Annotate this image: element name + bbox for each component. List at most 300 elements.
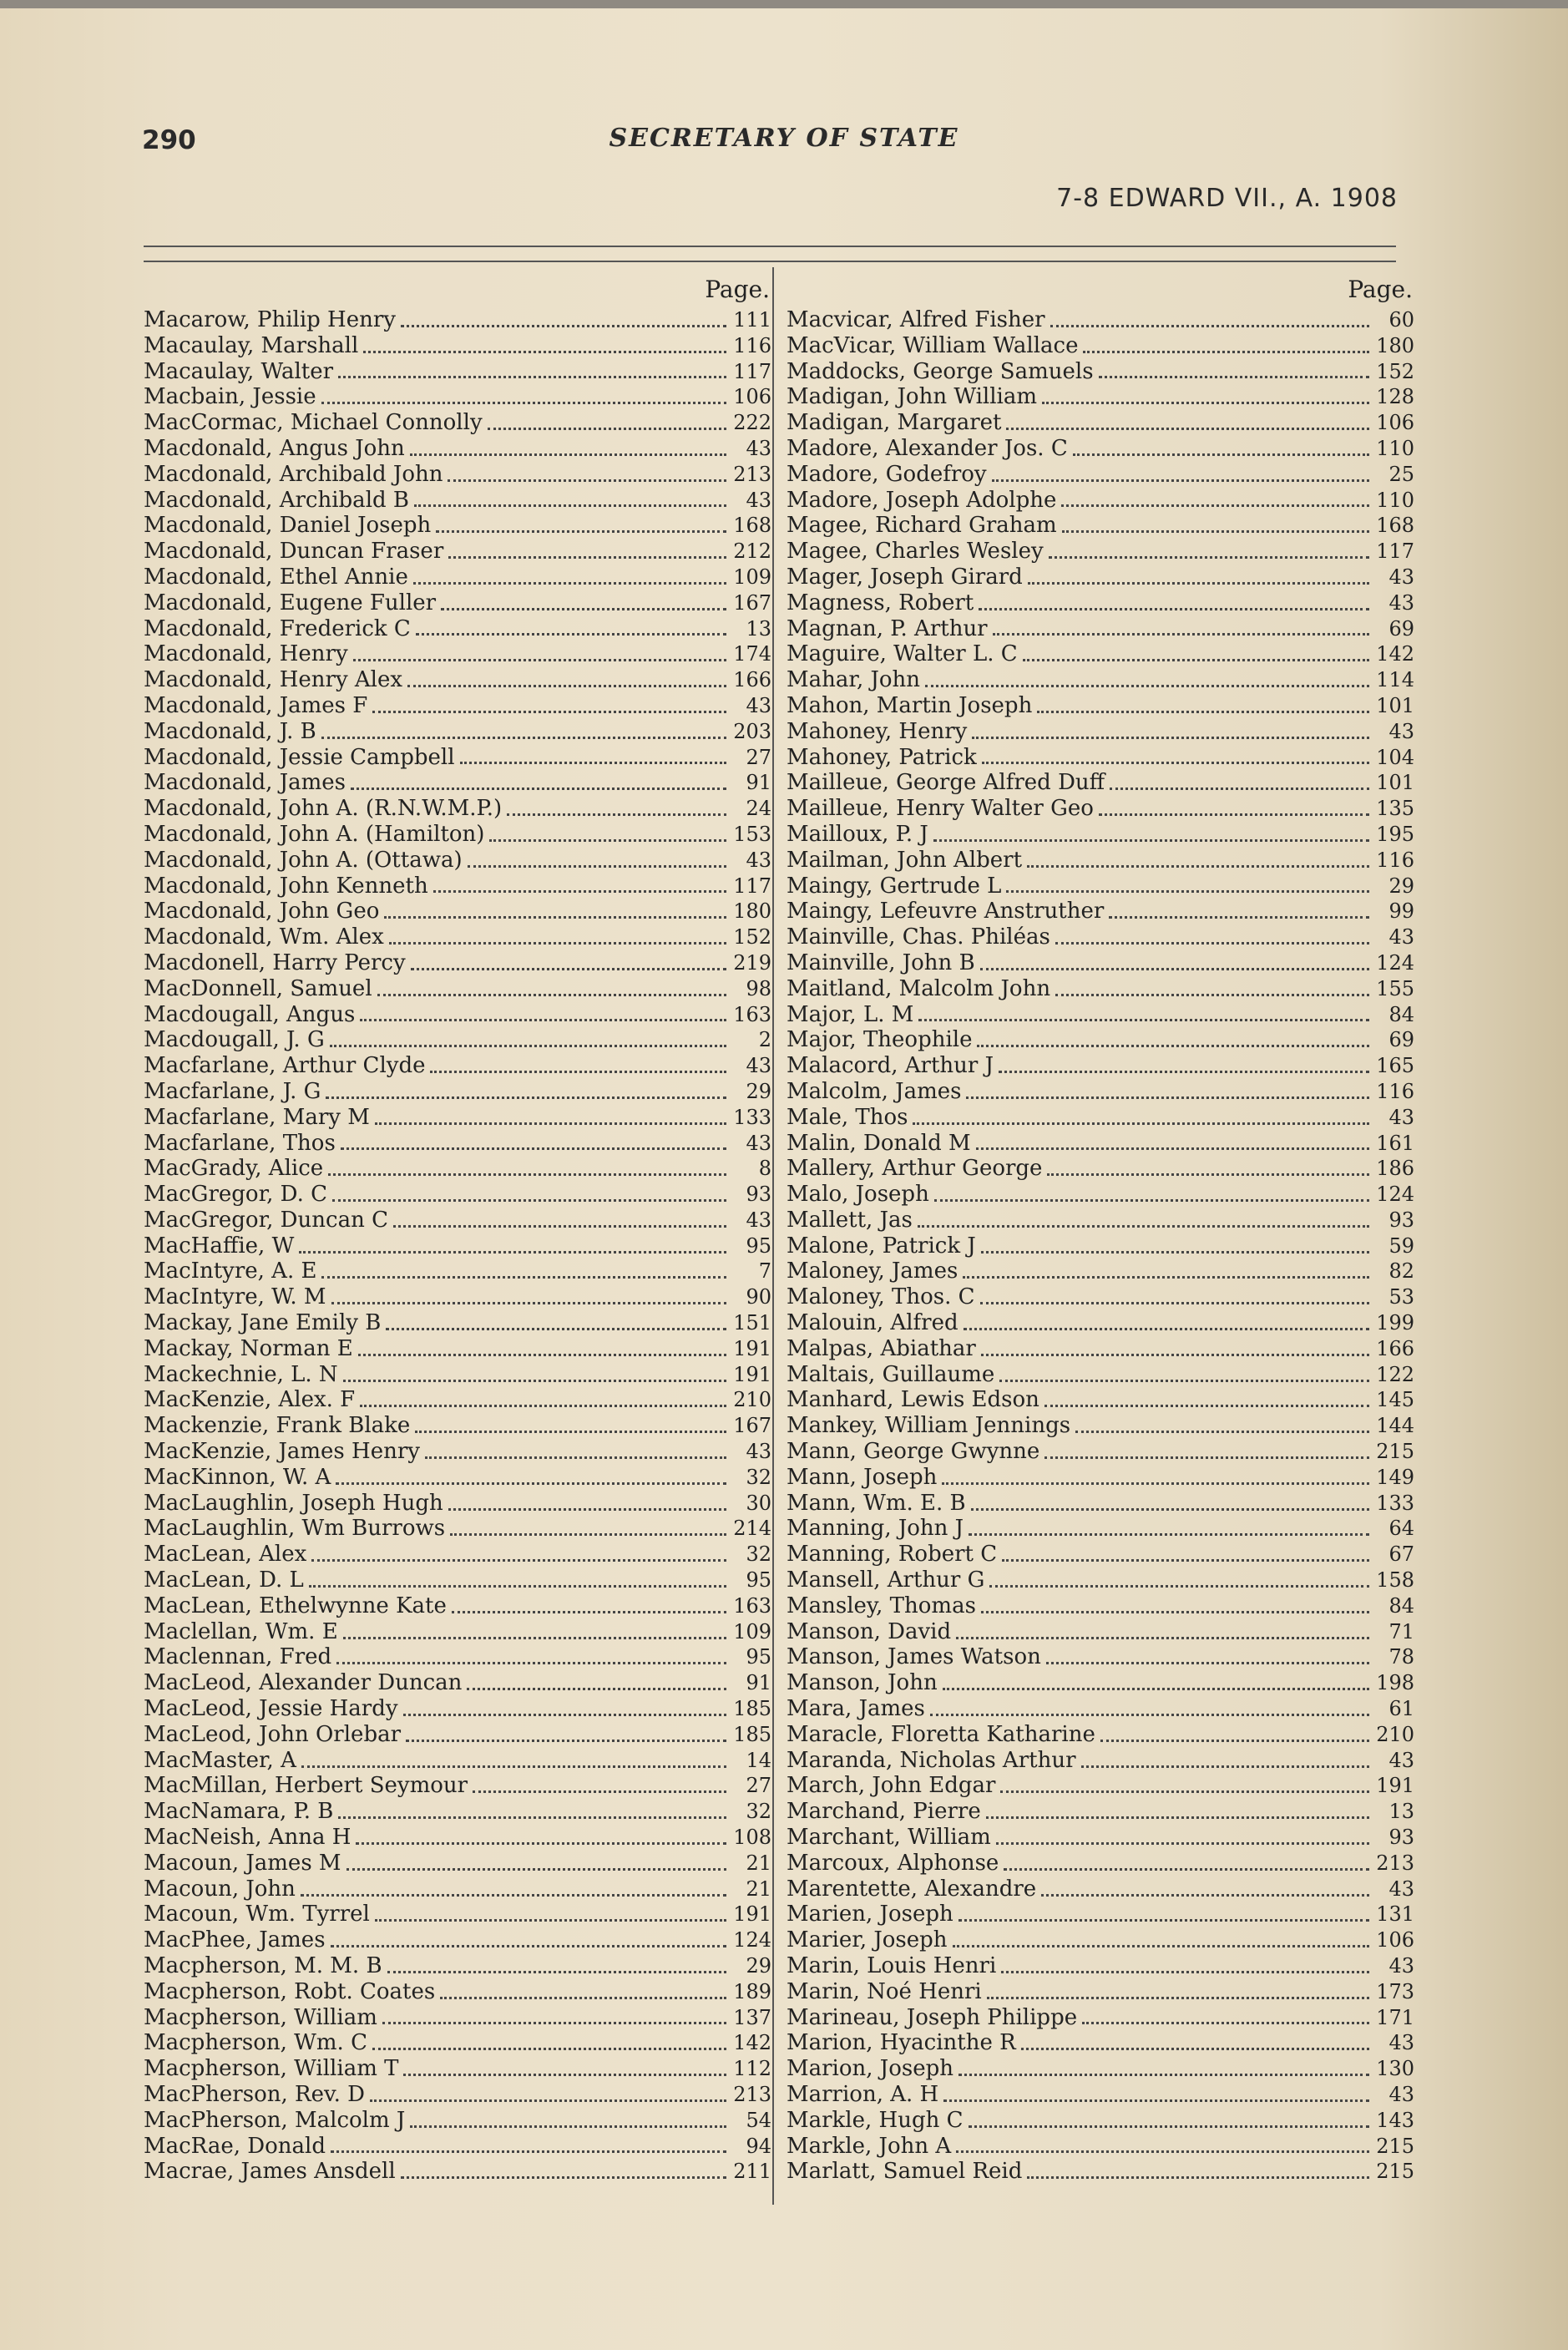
dot-leader [1002, 1559, 1369, 1562]
index-entry [787, 436, 1414, 462]
index-entry [144, 1542, 771, 1568]
entry-page-number: 130 [1376, 2057, 1414, 2081]
dot-leader [925, 685, 1369, 687]
dot-leader [416, 633, 726, 636]
entry-page-number: 133 [733, 1105, 771, 1129]
entry-page-number: 144 [1376, 1414, 1414, 1438]
entry-name: Macdonald, John Kenneth [144, 873, 428, 899]
index-entry [144, 1722, 771, 1748]
index-entry [787, 2082, 1414, 2108]
entry-page-number: 167 [733, 1414, 771, 1438]
dot-leader [413, 582, 726, 585]
entry-name: Macpherson, Robt. Coates [144, 1978, 436, 2004]
index-entry [787, 488, 1414, 514]
index-entry [144, 770, 771, 796]
entry-page-number: 124 [733, 1928, 771, 1952]
dot-leader [942, 1482, 1369, 1485]
index-entry [787, 1284, 1414, 1310]
entry-page-number: 78 [1388, 1645, 1414, 1669]
entry-name: Marentette, Alexandre [787, 1876, 1037, 1902]
dot-leader [332, 1199, 726, 1202]
index-entry [787, 359, 1414, 385]
entry-page-number: 109 [733, 565, 771, 589]
dot-leader [415, 1431, 726, 1433]
index-entry [787, 1670, 1414, 1696]
entry-name: Maltais, Guillaume [787, 1361, 995, 1387]
entry-page-number: 98 [746, 976, 771, 1000]
entry-name: Major, Theophile [787, 1027, 973, 1053]
index-entry [787, 1310, 1414, 1336]
index-entry [787, 539, 1414, 565]
entry-page-number: 30 [746, 1491, 771, 1515]
entry-page-number: 151 [733, 1311, 771, 1335]
dot-leader [1049, 556, 1369, 559]
entry-page-number: 128 [1376, 385, 1414, 409]
dot-leader [987, 1997, 1369, 1999]
entry-name: Mahoney, Patrick [787, 744, 977, 770]
entry-name: Mansley, Thomas [787, 1593, 976, 1618]
index-entry [144, 1851, 771, 1876]
index-entry [144, 1284, 771, 1310]
dot-leader [1004, 1868, 1369, 1871]
dot-leader [1028, 582, 1369, 585]
index-entry [144, 1131, 771, 1157]
index-entry [144, 2108, 771, 2134]
index-entry [144, 1079, 771, 1105]
entry-name: Malin, Donald M [787, 1130, 971, 1156]
dot-leader [311, 1559, 726, 1562]
entry-name: Magee, Charles Wesley [787, 539, 1044, 565]
dot-leader [370, 2099, 726, 2102]
index-entry [144, 1619, 771, 1645]
entry-page-number: 166 [733, 668, 771, 692]
entry-page-number: 191 [1376, 1774, 1414, 1798]
entry-page-number: 21 [746, 1851, 771, 1875]
index-entry [144, 2159, 771, 2185]
entry-name: MacLaughlin, Wm Burrows [144, 1516, 446, 1542]
dot-leader [1099, 813, 1369, 816]
entry-page-number: 152 [1376, 359, 1414, 383]
dot-leader [1062, 530, 1369, 533]
entry-page-number: 166 [1376, 1336, 1414, 1360]
index-entry [144, 410, 771, 436]
index-entry [787, 1542, 1414, 1568]
index-entry [144, 333, 771, 359]
entry-name: Mainville, Chas. Philéas [787, 924, 1050, 950]
dot-leader [956, 1637, 1369, 1639]
entry-name: Marion, Joseph [787, 2056, 953, 2082]
index-entry [787, 1131, 1414, 1157]
index-entry [787, 796, 1414, 822]
index-entry [144, 436, 771, 462]
dot-leader [1042, 402, 1369, 404]
entry-name: Malone, Patrick J [787, 1233, 976, 1259]
dot-leader [969, 1533, 1369, 1536]
entry-name: Macfarlane, Thos [144, 1130, 336, 1156]
entry-name: MacPherson, Rev. D [144, 2081, 365, 2107]
entry-page-number: 27 [746, 1774, 771, 1798]
entry-name: Maddocks, George Samuels [787, 358, 1094, 384]
entry-name: Maranda, Nicholas Arthur [787, 1747, 1076, 1773]
entry-page-number: 67 [1388, 1542, 1414, 1567]
entry-name: Mainville, John B [787, 950, 975, 975]
entry-page-number: 8 [758, 1157, 771, 1181]
entry-name: MacGrady, Alice [144, 1156, 324, 1182]
index-entry [787, 2108, 1414, 2134]
entry-page-number: 84 [1388, 1593, 1414, 1618]
dot-leader [971, 1508, 1369, 1511]
entry-page-number: 43 [746, 1054, 771, 1078]
dot-leader [430, 1071, 726, 1073]
dot-leader [930, 1714, 1369, 1716]
entry-page-number: 32 [746, 1542, 771, 1567]
index-entry [144, 1002, 771, 1028]
entry-name: Mara, James [787, 1696, 925, 1722]
index-entry [787, 1568, 1414, 1593]
entry-name: MacDonnell, Samuel [144, 975, 372, 1001]
entry-page-number: 84 [1388, 1002, 1414, 1026]
entry-name: Marineau, Joseph Philippe [787, 2004, 1078, 2030]
entry-page-number: 168 [733, 514, 771, 538]
index-entry [144, 1979, 771, 2005]
entry-page-number: 124 [1376, 950, 1414, 975]
index-entry [787, 1259, 1414, 1284]
dot-leader [1100, 1740, 1369, 1742]
entry-page-number: 99 [1388, 899, 1414, 924]
entry-page-number: 25 [1388, 462, 1414, 486]
dot-leader [343, 1380, 726, 1382]
entry-name: Macvicar, Alfred Fisher [787, 307, 1045, 332]
index-entry [144, 899, 771, 924]
entry-name: Macdonell, Harry Percy [144, 950, 406, 975]
entry-page-number: 199 [1376, 1311, 1414, 1335]
entry-page-number: 213 [733, 462, 771, 486]
dot-leader [299, 1251, 726, 1254]
entry-page-number: 27 [746, 745, 771, 769]
index-entry [787, 1696, 1414, 1722]
entry-name: MacRae, Donald [144, 2133, 326, 2159]
index-entry [144, 1027, 771, 1053]
entry-name: Malcolm, James [787, 1078, 962, 1104]
dot-leader [301, 1765, 726, 1768]
entry-page-number: 106 [733, 385, 771, 409]
entry-name: Mallett, Jas [787, 1207, 913, 1233]
index-entry [144, 1413, 771, 1439]
index-entry [787, 1465, 1414, 1491]
dot-leader [372, 711, 726, 713]
dot-leader [979, 608, 1369, 610]
index-entry [787, 565, 1414, 590]
entry-page-number: 106 [1376, 1928, 1414, 1952]
entry-name: Mahon, Martin Joseph [787, 692, 1033, 718]
entry-name: Maitland, Malcolm John [787, 975, 1051, 1001]
entry-page-number: 173 [1376, 1979, 1414, 2003]
index-entry [144, 1156, 771, 1182]
dot-leader [981, 1251, 1369, 1254]
entry-name: Macdonald, John A. (R.N.W.M.P.) [144, 796, 503, 822]
dot-leader [918, 1225, 1369, 1228]
entry-page-number: 222 [733, 411, 771, 435]
entry-page-number: 13 [1388, 1800, 1414, 1824]
entry-name: MacLean, Ethelwynne Kate [144, 1593, 447, 1618]
entry-name: Macdonald, J. B [144, 718, 316, 744]
entry-page-number: 91 [746, 771, 771, 795]
index-entry [144, 462, 771, 488]
entry-name: Maguire, Walter L. C [787, 641, 1018, 667]
dot-leader [1037, 711, 1369, 713]
entry-name: Macfarlane, Mary M [144, 1104, 370, 1130]
dot-leader [363, 351, 726, 353]
dot-leader [389, 942, 726, 945]
dot-leader [460, 762, 726, 764]
entry-name: Macfarlane, Arthur Clyde [144, 1053, 426, 1079]
index-entry [144, 2030, 771, 2056]
entry-name: Malacord, Arthur J [787, 1053, 994, 1079]
index-entry [144, 307, 771, 333]
entry-page-number: 211 [733, 2160, 771, 2184]
index-entry [144, 539, 771, 565]
dot-leader [301, 1894, 726, 1897]
entry-name: Maracle, Floretta Katharine [787, 1721, 1095, 1747]
index-entry [144, 924, 771, 950]
index-entry [787, 1876, 1414, 1902]
index-entry [787, 2030, 1414, 2056]
index-entry [787, 1053, 1414, 1079]
entry-name: Macoun, James M [144, 1850, 341, 1876]
index-entry [144, 848, 771, 874]
entry-name: MacMaster, A [144, 1747, 296, 1773]
index-entry [787, 2056, 1414, 2082]
index-entry [144, 745, 771, 771]
entry-name: MacCormac, Michael Connolly [144, 410, 483, 436]
scan-top-edge [0, 0, 1568, 8]
entry-page-number: 101 [1376, 693, 1414, 717]
dot-leader [1083, 351, 1369, 353]
entry-name: Macaulay, Marshall [144, 332, 359, 358]
index-entry [787, 2159, 1414, 2185]
index-entry [144, 1439, 771, 1465]
entry-page-number: 43 [746, 693, 771, 717]
entry-page-number: 124 [1376, 1183, 1414, 1207]
dot-leader [425, 1456, 726, 1459]
index-entry [144, 1208, 771, 1233]
index-entry [144, 2005, 771, 2031]
dot-leader [1006, 890, 1369, 893]
entry-name: Malo, Joseph [787, 1182, 929, 1208]
entry-name: Macdonald, Wm. Alex [144, 924, 384, 950]
entry-page-number: 95 [746, 1233, 771, 1258]
index-entry [144, 874, 771, 899]
entry-page-number: 69 [1388, 616, 1414, 641]
index-entry [144, 565, 771, 590]
dot-leader [964, 1328, 1369, 1330]
entry-page-number: 165 [1376, 1054, 1414, 1078]
dot-leader [452, 1611, 726, 1613]
index-entry [144, 1182, 771, 1208]
dot-leader [360, 1019, 726, 1021]
index-entry [787, 1927, 1414, 1953]
entry-page-number: 114 [1376, 668, 1414, 692]
index-entry [144, 1593, 771, 1619]
dot-leader [1001, 1971, 1369, 1973]
dot-leader [1047, 1173, 1369, 1176]
dot-leader [467, 1688, 726, 1690]
entry-name: Macdonald, John Geo [144, 899, 380, 924]
dot-leader [384, 916, 726, 919]
index-entry [787, 924, 1414, 950]
dot-leader [1046, 1662, 1369, 1664]
entry-page-number: 43 [1388, 2082, 1414, 2106]
dot-leader [468, 865, 726, 868]
index-entry [787, 1979, 1414, 2005]
entry-page-number: 145 [1376, 1388, 1414, 1412]
entry-page-number: 109 [733, 1619, 771, 1643]
entry-page-number: 143 [1376, 2108, 1414, 2132]
entry-name: Mankey, William Jennings [787, 1413, 1071, 1439]
entry-name: Manson, David [787, 1618, 952, 1644]
dot-leader [981, 1611, 1369, 1613]
entry-name: Manhard, Lewis Edson [787, 1387, 1039, 1413]
dot-leader [336, 1482, 726, 1485]
entry-page-number: 95 [746, 1645, 771, 1669]
dot-leader [338, 1816, 726, 1819]
entry-page-number: 180 [733, 899, 771, 924]
dot-leader [913, 1122, 1369, 1125]
entry-page-number: 94 [746, 2134, 771, 2158]
index-entry [144, 1953, 771, 1979]
page-number: 290 [142, 125, 196, 155]
entry-name: Maingy, Lefeuvre Anstruther [787, 899, 1105, 924]
entry-name: MacIntyre, A. E [144, 1259, 317, 1284]
index-entry [787, 333, 1414, 359]
dot-leader [356, 1842, 726, 1845]
entry-page-number: 185 [733, 1697, 771, 1721]
entry-page-number: 91 [746, 1671, 771, 1695]
entry-name: Malouin, Alfred [787, 1310, 959, 1336]
index-entry [144, 590, 771, 616]
entry-name: Macdonald, Eugene Fuller [144, 590, 437, 615]
dot-leader [1081, 1765, 1370, 1768]
dot-leader [387, 1971, 726, 1973]
dot-leader [918, 1019, 1369, 1021]
dot-leader [1027, 865, 1369, 868]
dot-leader [321, 1276, 726, 1279]
entry-name: Macpherson, William T [144, 2056, 399, 2082]
entry-name: Mackay, Norman E [144, 1335, 353, 1361]
dot-leader [977, 1045, 1369, 1047]
dot-leader [358, 1354, 726, 1356]
entry-name: Maloney, James [787, 1259, 959, 1284]
entry-page-number: 215 [1376, 1440, 1414, 1464]
dot-leader [1041, 1894, 1369, 1897]
entry-name: Macdonald, James [144, 770, 346, 796]
dot-leader [986, 1816, 1369, 1819]
entry-page-number: 64 [1388, 1517, 1414, 1541]
entry-name: Marlatt, Samuel Reid [787, 2159, 1023, 2185]
dot-leader [488, 428, 726, 430]
index-entry [144, 1259, 771, 1284]
entry-page-number: 191 [733, 1362, 771, 1386]
dot-leader [1109, 916, 1369, 919]
entry-page-number: 53 [1388, 1285, 1414, 1309]
entry-page-number: 137 [733, 2005, 771, 2029]
index-entry [787, 1387, 1414, 1413]
dot-leader [1055, 942, 1369, 945]
dot-leader [981, 1354, 1369, 1356]
entry-name: Madigan, Margaret [787, 410, 1002, 436]
index-entry [144, 1362, 771, 1388]
entry-page-number: 198 [1376, 1671, 1414, 1695]
entry-page-number: 29 [746, 1079, 771, 1103]
entry-name: Macpherson, Wm. C [144, 2030, 367, 2056]
entry-page-number: 14 [746, 1748, 771, 1772]
dot-leader [448, 1508, 726, 1511]
index-entry [787, 1105, 1414, 1131]
entry-page-number: 112 [733, 2057, 771, 2081]
entry-name: Manson, John [787, 1670, 938, 1696]
entry-page-number: 2 [758, 1028, 771, 1052]
entry-name: Mallery, Arthur George [787, 1156, 1043, 1182]
index-entry [787, 1593, 1414, 1619]
entry-name: Macdougall, Angus [144, 1001, 356, 1027]
entry-name: Magnan, P. Arthur [787, 615, 988, 641]
entry-page-number: 93 [746, 1183, 771, 1207]
entry-page-number: 108 [733, 1826, 771, 1850]
entry-page-number: 106 [1376, 411, 1414, 435]
entry-page-number: 213 [1376, 1851, 1414, 1875]
index-entry [787, 462, 1414, 488]
entry-page-number: 61 [1388, 1697, 1414, 1721]
index-entry [787, 976, 1414, 1002]
entry-page-number: 191 [733, 1902, 771, 1927]
entry-name: Mailman, John Albert [787, 847, 1023, 873]
dot-leader [956, 2150, 1369, 2153]
entry-page-number: 54 [746, 2108, 771, 2132]
entry-page-number: 69 [1388, 1028, 1414, 1052]
dot-leader [1050, 325, 1369, 327]
entry-name: Macdonald, Daniel Joseph [144, 513, 432, 539]
entry-page-number: 117 [733, 359, 771, 383]
entry-name: Macbain, Jessie [144, 384, 316, 410]
entry-page-number: 43 [1388, 1748, 1414, 1772]
entry-name: MacGregor, Duncan C [144, 1207, 388, 1233]
index-entry [787, 384, 1414, 410]
entry-name: MacLaughlin, Joseph Hugh [144, 1490, 443, 1516]
index-entry [787, 950, 1414, 976]
entry-name: Marchand, Pierre [787, 1799, 981, 1825]
entry-name: Mailloux, P. J [787, 821, 928, 847]
index-entry [787, 1233, 1414, 1259]
entry-name: MacLeod, John Orlebar [144, 1721, 402, 1747]
index-entry [144, 1336, 771, 1362]
entry-name: Macoun, Wm. Tyrrel [144, 1902, 370, 1927]
entry-page-number: 158 [1376, 1568, 1414, 1593]
dot-leader [353, 659, 726, 661]
entry-name: Mager, Joseph Girard [787, 564, 1023, 590]
index-entry [144, 667, 771, 693]
dot-leader [336, 1662, 726, 1664]
dot-leader [331, 1945, 726, 1947]
entry-name: Macdonald, Jessie Campbell [144, 744, 455, 770]
index-entry [144, 488, 771, 514]
entry-page-number: 43 [1388, 925, 1414, 950]
index-entry [144, 796, 771, 822]
dot-leader [933, 839, 1369, 842]
dot-leader [1073, 453, 1369, 456]
entry-name: MacKenzie, James Henry [144, 1439, 420, 1465]
entry-page-number: 180 [1376, 333, 1414, 357]
entry-name: MacLeod, Alexander Duncan [144, 1670, 463, 1696]
